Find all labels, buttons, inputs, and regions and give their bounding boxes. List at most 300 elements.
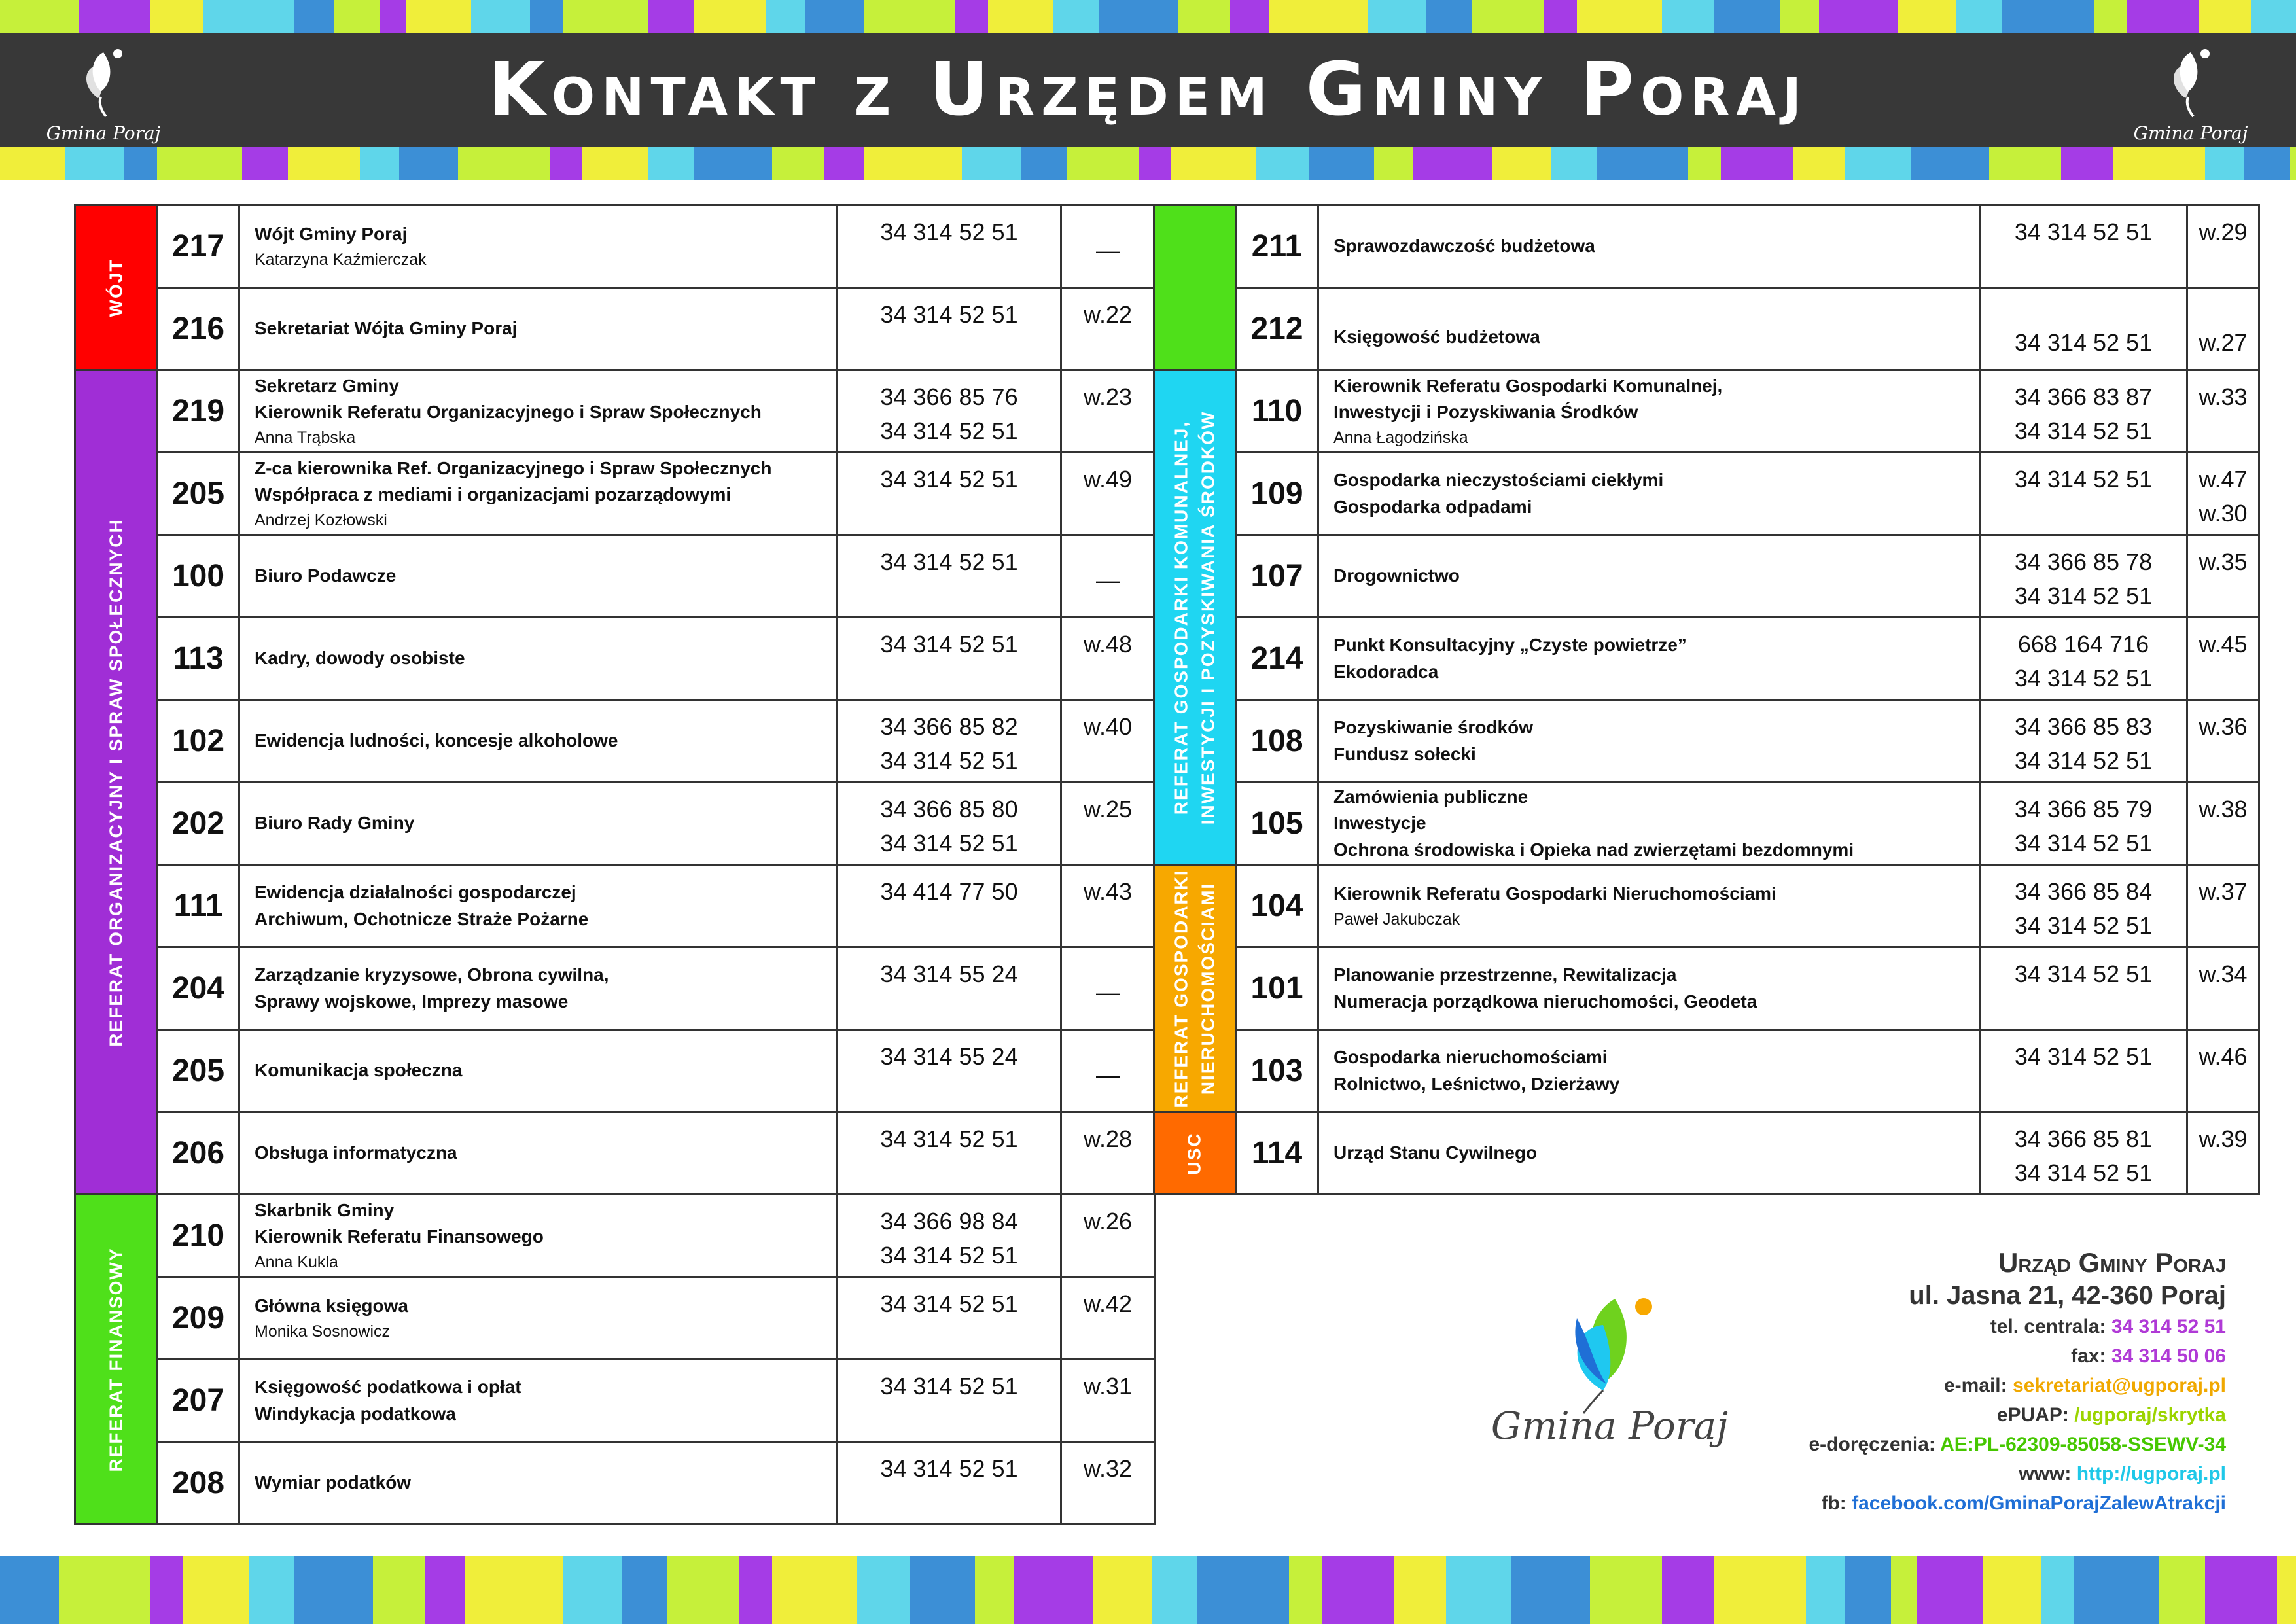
epuap-link[interactable]: /ugporaj/skrytka <box>2074 1404 2226 1426</box>
category-label: REFERAT GOSPODARKI NIERUCHOMOŚCIAMI <box>1171 868 1218 1108</box>
stripe-segment <box>1426 0 1472 33</box>
extension-number: w.26 <box>1083 1208 1133 1235</box>
stripe-segment <box>1983 1556 2041 1624</box>
stripe-segment <box>1511 1556 1590 1624</box>
phone-number[interactable]: 34 314 52 51 <box>2014 328 2153 356</box>
stripe-segment <box>694 147 772 180</box>
stripe-segment <box>2159 1556 2205 1624</box>
table-row <box>1154 535 2259 618</box>
phone-number[interactable]: 34 314 52 51 <box>880 747 1018 775</box>
phone-cell <box>838 453 1061 535</box>
phone-number[interactable]: 34 366 85 84 <box>2014 878 2153 905</box>
room-number: 217 <box>158 205 239 288</box>
stripe-segment <box>1721 147 1793 180</box>
department-description <box>1318 288 1980 370</box>
stripe-segment <box>458 147 550 180</box>
description-line: Zamówienia publiczne <box>1333 786 1528 807</box>
category-cell <box>75 370 158 1195</box>
extension-cell <box>2187 783 2259 865</box>
description-line: Pozyskiwanie środków <box>1333 716 1533 737</box>
table-row <box>1154 205 2259 288</box>
stripe-segment <box>772 147 824 180</box>
phone-cell <box>1980 205 2187 288</box>
stripe-segment <box>1289 1556 1322 1624</box>
extension-cell <box>1061 1195 1155 1277</box>
description-line: Fundusz sołecki <box>1333 743 1476 764</box>
description-line: Księgowość podatkowa i opłat <box>255 1376 521 1397</box>
table-row <box>75 783 1155 865</box>
stripe-segment <box>150 1556 183 1624</box>
description-line: Gospodarka nieczystościami ciekłymi <box>1333 469 1664 490</box>
extension-cell <box>2187 205 2259 288</box>
stripe-segment <box>2244 147 2290 180</box>
category-cell <box>1154 205 1236 370</box>
description-line: Rolnictwo, Leśnictwo, Dzierżawy <box>1333 1073 1620 1094</box>
extension-cell <box>2187 1112 2259 1195</box>
tulip-logo-icon <box>2125 39 2256 118</box>
table-row <box>75 1112 1155 1195</box>
description-line: Planowanie przestrzenne, Rewitalizacja <box>1333 964 1677 985</box>
stripe-segment <box>1053 0 1099 33</box>
stripe-segment <box>955 0 988 33</box>
extension-number: w.46 <box>2199 1043 2248 1070</box>
edoreczenia-address: AE:PL-62309-85058-SSEWV-34 <box>1940 1434 2226 1456</box>
stripe-segment <box>864 147 962 180</box>
table-row <box>75 535 1155 618</box>
category-cell <box>1154 1112 1236 1195</box>
room-number: 102 <box>158 700 239 783</box>
department-description <box>239 618 838 700</box>
stripe-segment <box>2002 0 2094 33</box>
stripe-segment <box>1178 0 1230 33</box>
stripe-segment <box>183 1556 249 1624</box>
room-number: 100 <box>158 535 239 618</box>
extension-number: — <box>1096 979 1120 1006</box>
stripe-segment <box>1322 1556 1394 1624</box>
stripe-segment <box>1230 0 1269 33</box>
table-row <box>1154 453 2259 535</box>
phone-number[interactable]: 34 314 52 51 <box>2014 665 2153 692</box>
stripe-segment <box>1662 1556 1714 1624</box>
department-description <box>239 1442 838 1525</box>
stripe-segment <box>1544 0 1577 33</box>
phone-number[interactable]: 34 314 52 51 <box>880 301 1018 328</box>
extension-number: w.25 <box>1083 796 1133 822</box>
room-number: 219 <box>158 370 239 453</box>
department-description <box>1318 618 1980 700</box>
stripe-segment <box>380 0 406 33</box>
department-description <box>1318 1030 1980 1112</box>
phone-number[interactable]: 34 314 52 51 <box>880 830 1018 857</box>
room-number: 211 <box>1236 205 1318 288</box>
room-number: 207 <box>158 1360 239 1442</box>
bottom-decorative-stripes <box>0 1556 2296 1624</box>
stripe-segment <box>1989 147 2061 180</box>
header-logo-right <box>2125 39 2256 144</box>
office-address: ul. Jasna 21, 42-360 Poraj <box>1909 1281 2226 1311</box>
phone-cell <box>1980 288 2187 370</box>
department-description <box>1318 865 1980 947</box>
stripe-segment <box>157 147 242 180</box>
description-line: Kierownik Referatu Finansowego <box>255 1226 544 1247</box>
extension-number: w.49 <box>1083 466 1133 493</box>
contact-fax: fax: 34 314 50 06 <box>2071 1345 2226 1368</box>
stripe-segment <box>648 0 694 33</box>
extension-cell <box>1061 205 1155 288</box>
phone-number[interactable]: 34 314 52 51 <box>880 1455 1018 1482</box>
table-row <box>1154 700 2259 783</box>
table-row <box>75 618 1155 700</box>
stripe-segment <box>1152 1556 1197 1624</box>
contact-email: e-mail: sekretariat@ugporaj.pl <box>1943 1375 2226 1397</box>
logo-caption: Gmina Poraj <box>46 122 161 144</box>
room-number: 105 <box>1236 783 1318 865</box>
phone-cell <box>1980 618 2187 700</box>
phone-number[interactable]: 34 314 55 24 <box>880 961 1018 987</box>
stripe-segment <box>530 0 563 33</box>
stripe-segment <box>1139 147 1171 180</box>
phone-number[interactable]: 34 366 85 76 <box>880 383 1018 410</box>
stripe-segment <box>805 0 864 33</box>
contact-facebook: fb: facebook.com/GminaPorajZalewAtrakcji <box>1821 1492 2226 1515</box>
extension-cell <box>1061 370 1155 453</box>
stripe-segment <box>1374 147 1413 180</box>
phone-cell <box>838 1195 1061 1277</box>
stripe-segment <box>766 0 805 33</box>
category-label: WÓJT <box>105 258 126 317</box>
phone-number[interactable]: 34 314 52 51 <box>2014 582 2153 610</box>
stripe-segment <box>465 1556 563 1624</box>
extension-cell <box>1061 1277 1155 1360</box>
extension-cell <box>2187 370 2259 453</box>
description-line: Ewidencja działalności gospodarczej <box>255 881 576 902</box>
phone-cell <box>838 288 1061 370</box>
facebook-link[interactable]: facebook.com/GminaPorajZalewAtrakcji <box>1852 1492 2226 1515</box>
department-description <box>239 1195 838 1277</box>
phone-number[interactable]: 34 366 85 79 <box>2014 796 2153 822</box>
table-row <box>1154 618 2259 700</box>
description-line: Gospodarka odpadami <box>1333 496 1532 517</box>
room-number: 109 <box>1236 453 1318 535</box>
room-number: 204 <box>158 947 239 1030</box>
stripe-segment <box>563 0 648 33</box>
description-line: Kierownik Referatu Gospodarki Nieruchomościami <box>1333 883 1776 904</box>
stripe-segment <box>1472 0 1544 33</box>
table-row <box>75 205 1155 288</box>
phone-cell <box>1980 783 2187 865</box>
stripe-segment <box>79 0 150 33</box>
phone-number[interactable]: 34 314 52 51 <box>2014 1043 2153 1070</box>
extension-cell <box>1061 453 1155 535</box>
phone-number[interactable]: 34 314 52 51 <box>880 219 1018 245</box>
category-cell <box>1154 865 1236 1112</box>
extension-number: w.36 <box>2199 713 2248 740</box>
stripe-segment <box>824 147 864 180</box>
room-number: 209 <box>158 1277 239 1360</box>
table-row <box>75 1442 1155 1525</box>
stripe-segment <box>334 0 380 33</box>
description-line: Inwestycji i Pozyskiwania Środków <box>1333 402 1638 423</box>
category-label: REFERAT FINANSOWY <box>105 1246 126 1472</box>
stripe-segment <box>1714 1556 1806 1624</box>
extension-number: — <box>1096 237 1120 264</box>
extension-cell <box>1061 783 1155 865</box>
phone-number[interactable]: 34 314 52 51 <box>2014 747 2153 775</box>
right-directory-table <box>1153 204 2260 1195</box>
phone-number[interactable]: 34 366 85 83 <box>2014 713 2153 740</box>
phone-number[interactable]: 668 164 716 <box>2017 631 2149 658</box>
department-description <box>239 370 838 453</box>
stripe-segment <box>550 147 582 180</box>
extension-cell <box>1061 1360 1155 1442</box>
extension-number: w.40 <box>1083 713 1133 740</box>
header-decorative-stripes <box>0 147 2296 180</box>
description-line: Współpraca z mediami i organizacjami pozarządowymi <box>255 484 732 505</box>
stripe-segment <box>1099 0 1178 33</box>
phone-cell <box>1980 947 2187 1030</box>
department-description <box>1318 700 1980 783</box>
stripe-segment <box>2041 1556 2074 1624</box>
description-line: Skarbnik Gminy <box>255 1199 395 1220</box>
stripe-segment <box>1093 1556 1152 1624</box>
phone-cell <box>838 535 1061 618</box>
extension-cell <box>2187 865 2259 947</box>
table-row <box>1154 1112 2259 1195</box>
department-description <box>239 288 838 370</box>
phone-number[interactable]: 34 314 55 24 <box>880 1043 1018 1070</box>
contact-edoreczenia: e-doręczenia: AE:PL-62309-85058-SSEWV-34 <box>1809 1434 2226 1456</box>
stripe-segment <box>1597 147 1688 180</box>
phone-number[interactable]: 34 366 98 84 <box>880 1208 1018 1235</box>
stripe-segment <box>1917 1556 1983 1624</box>
phone-cell <box>1980 700 2187 783</box>
stripe-segment <box>1911 147 1989 180</box>
stripe-segment <box>1021 147 1067 180</box>
stripe-segment <box>1793 147 1845 180</box>
phone-cell <box>838 1442 1061 1525</box>
description-line: Gospodarka nieruchomościami <box>1333 1046 1608 1067</box>
stripe-segment <box>739 1556 772 1624</box>
stripe-segment <box>1590 1556 1662 1624</box>
stripe-segment <box>59 1556 150 1624</box>
description-line: Numeracja porządkowa nieruchomości, Geodeta <box>1333 991 1757 1012</box>
extension-number: w.23 <box>1083 383 1133 410</box>
contact-epuap: ePUAP: /ugporaj/skrytka <box>1996 1404 2226 1426</box>
category-label: REFERAT GOSPODARKI KOMUNALNEJ, INWESTYCJI I POZYSKIWANIA ŚRODKÓW <box>1171 410 1218 824</box>
stripe-segment <box>1688 147 1721 180</box>
phone-number[interactable]: 34 366 85 80 <box>880 796 1018 822</box>
phone-number[interactable]: 34 314 52 51 <box>880 1125 1018 1152</box>
stripe-segment <box>249 1556 294 1624</box>
stripe-segment <box>2290 147 2296 180</box>
table-row <box>75 370 1155 453</box>
stripe-segment <box>2094 0 2127 33</box>
email-link[interactable]: sekretariat@ugporaj.pl <box>2012 1375 2226 1397</box>
description-line: Biuro Rady Gminy <box>255 813 415 834</box>
stripe-segment <box>1577 0 1662 33</box>
phone-cell <box>838 1277 1061 1360</box>
table-row <box>75 1195 1155 1277</box>
phone-cell <box>1980 453 2187 535</box>
stripe-segment <box>988 0 1053 33</box>
room-number: 206 <box>158 1112 239 1195</box>
extension-cell <box>1061 535 1155 618</box>
stripe-segment <box>1014 1556 1093 1624</box>
phone-number[interactable]: 34 366 85 78 <box>2014 548 2153 575</box>
phone-number[interactable]: 34 314 52 51 <box>880 1373 1018 1400</box>
room-number: 205 <box>158 1030 239 1112</box>
stripe-segment <box>288 147 360 180</box>
description-line: Inwestycje <box>1333 813 1426 834</box>
category-cell <box>75 1195 158 1525</box>
room-number: 202 <box>158 783 239 865</box>
extension-cell <box>2187 947 2259 1030</box>
stripe-segment <box>203 0 294 33</box>
extension-cell <box>1061 865 1155 947</box>
extension-number: w.42 <box>1083 1290 1133 1317</box>
extension-cell <box>1061 947 1155 1030</box>
phone-number[interactable]: 34 314 52 51 <box>880 466 1018 493</box>
stripe-segment <box>622 1556 667 1624</box>
stripe-segment <box>1780 0 1819 33</box>
description-line: Sekretarz Gminy <box>255 375 399 396</box>
description-line: Anna Łagodzińska <box>1333 428 1468 447</box>
stripe-segment <box>0 147 65 180</box>
phone-cell <box>838 700 1061 783</box>
extension-number: — <box>1096 567 1120 594</box>
stripe-segment <box>1845 1556 1891 1624</box>
description-line: Kadry, dowody osobiste <box>255 648 465 669</box>
stripe-segment <box>1714 0 1780 33</box>
left-directory-table <box>74 204 1156 1525</box>
stripe-segment <box>1309 147 1374 180</box>
phone-number[interactable]: 34 314 52 51 <box>880 417 1018 445</box>
description-line: Główna księgowa <box>255 1296 408 1316</box>
category-cell <box>1154 370 1236 865</box>
phone-number[interactable]: 34 314 52 51 <box>880 1242 1018 1269</box>
footer-logo-caption: Gmina Poraj <box>1491 1403 1729 1448</box>
stripe-segment <box>1413 147 1492 180</box>
phone-cell <box>1980 370 2187 453</box>
department-description <box>1318 370 1980 453</box>
description-line: Obsługa informatyczna <box>255 1142 457 1163</box>
extension-number: w.39 <box>2199 1125 2248 1152</box>
stripe-segment <box>471 0 530 33</box>
description-line: Sekretariat Wójta Gminy Poraj <box>255 318 518 339</box>
phone-cell <box>838 783 1061 865</box>
phone-number[interactable]: 34 314 52 51 <box>880 631 1018 658</box>
department-description <box>1318 947 1980 1030</box>
description-line: Ekodoradca <box>1333 661 1439 682</box>
phone-number[interactable]: 34 414 77 50 <box>880 878 1018 905</box>
stripe-segment <box>864 0 955 33</box>
table-row <box>75 865 1155 947</box>
phone-number[interactable]: 34 314 52 51 <box>880 1290 1018 1317</box>
extension-number: w.29 <box>2199 219 2248 245</box>
extension-number: w.32 <box>1083 1455 1133 1482</box>
description-line: Windykacja podatkowa <box>255 1403 456 1424</box>
extension-cell <box>2187 535 2259 618</box>
phone-number[interactable]: 34 314 52 51 <box>2014 466 2153 493</box>
extension-number: w.33 <box>2199 383 2248 410</box>
category-label: REFERAT ORGANIZACYJNY I SPRAW SPOŁECZNYCH <box>105 518 126 1047</box>
tulip-logo-icon <box>38 39 169 118</box>
phone-number[interactable]: 34 314 52 51 <box>2014 1159 2153 1187</box>
stripe-segment <box>910 1556 975 1624</box>
phone-cell <box>838 1030 1061 1112</box>
stripe-segment <box>1368 0 1426 33</box>
extension-number: w.30 <box>2199 500 2248 527</box>
tel-value[interactable]: 34 314 52 51 <box>2111 1316 2226 1338</box>
room-number: 212 <box>1236 288 1318 370</box>
extension-number: — <box>1096 1061 1120 1089</box>
department-description <box>1318 205 1980 288</box>
office-name: Urząd Gminy Poraj <box>1998 1247 2226 1278</box>
phone-cell <box>838 1360 1061 1442</box>
room-number: 104 <box>1236 865 1318 947</box>
stripe-segment <box>975 1556 1014 1624</box>
table-row <box>75 1360 1155 1442</box>
stripe-segment <box>563 1556 622 1624</box>
website-link[interactable]: http://ugporaj.pl <box>2076 1463 2226 1485</box>
table-row <box>1154 947 2259 1030</box>
room-number: 216 <box>158 288 239 370</box>
phone-cell <box>838 618 1061 700</box>
phone-cell <box>1980 535 2187 618</box>
room-number: 208 <box>158 1442 239 1525</box>
room-number: 205 <box>158 453 239 535</box>
description-line: Wymiar podatków <box>255 1472 412 1493</box>
table-row <box>75 1030 1155 1112</box>
stripe-segment <box>2127 0 2199 33</box>
department-description <box>239 947 838 1030</box>
phone-number[interactable]: 34 314 52 51 <box>2014 912 2153 940</box>
extension-number: w.45 <box>2199 631 2248 658</box>
phone-number[interactable]: 34 366 85 82 <box>880 713 1018 740</box>
stripe-segment <box>772 1556 857 1624</box>
department-description <box>1318 783 1980 865</box>
extension-cell <box>2187 700 2259 783</box>
category-label: USC <box>1184 1131 1205 1175</box>
footer-logo <box>1472 1292 1747 1482</box>
table-row <box>1154 1030 2259 1112</box>
stripe-segment <box>1256 147 1309 180</box>
phone-number[interactable]: 34 314 52 51 <box>2014 830 2153 857</box>
stripe-segment <box>1197 1556 1289 1624</box>
phone-number[interactable]: 34 314 52 51 <box>2014 417 2153 445</box>
top-decorative-stripes <box>0 0 2296 33</box>
stripe-segment <box>399 147 458 180</box>
phone-cell <box>1980 1030 2187 1112</box>
stripe-segment <box>1269 0 1368 33</box>
phone-number[interactable]: 34 314 52 51 <box>2014 961 2153 987</box>
department-description <box>239 865 838 947</box>
phone-number[interactable]: 34 314 52 51 <box>880 548 1018 575</box>
extension-number: w.22 <box>1083 301 1133 328</box>
department-description <box>1318 535 1980 618</box>
phone-number[interactable]: 34 314 52 51 <box>2014 219 2153 245</box>
table-row <box>1154 865 2259 947</box>
stripe-segment <box>373 1556 425 1624</box>
header-logo-left <box>38 39 169 144</box>
stripe-segment <box>1551 147 1597 180</box>
description-line: Anna Kukla <box>255 1252 338 1271</box>
phone-number[interactable]: 34 366 83 87 <box>2014 383 2153 410</box>
extension-number: w.28 <box>1083 1125 1133 1152</box>
extension-cell <box>2187 453 2259 535</box>
phone-number[interactable]: 34 366 85 81 <box>2014 1125 2153 1152</box>
description-line: Drogownictwo <box>1333 565 1460 586</box>
